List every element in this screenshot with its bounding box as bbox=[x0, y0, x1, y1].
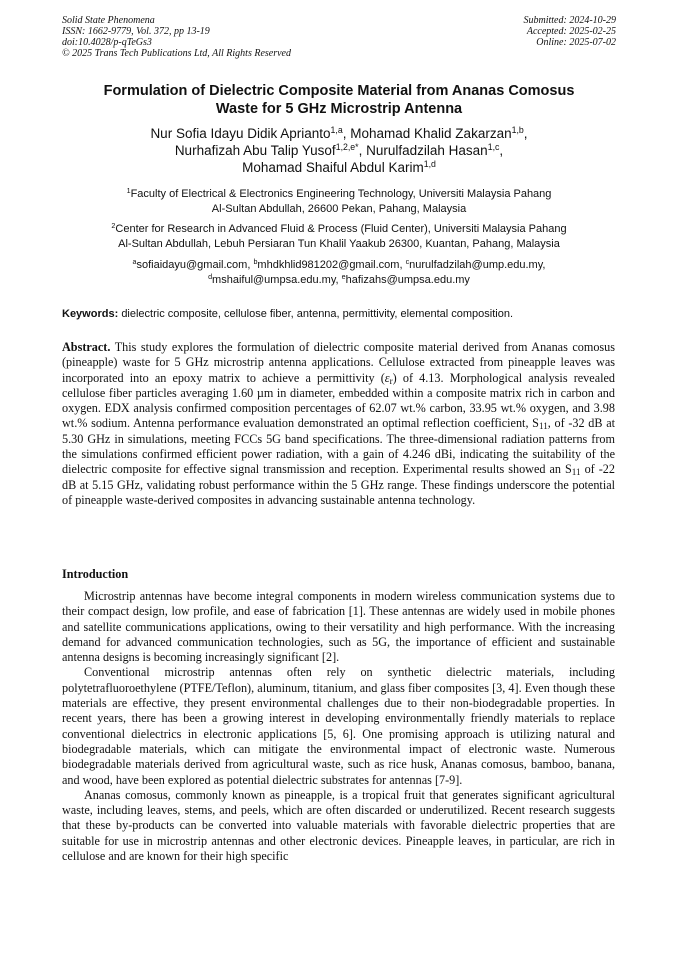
journal-name: Solid State Phenomena bbox=[62, 15, 155, 26]
copyright: © 2025 Trans Tech Publications Ltd, All Rights Reserved bbox=[62, 48, 291, 59]
author-affiliation-mark: 1,a bbox=[330, 125, 343, 136]
paragraph: Microstrip antennas have become integral components in modern wireless communication systems due to their compact design, low profile, and ease of fabrication [1]. These antennas are widely used in mobile phones and satellite communications applications, owing to their versatility and high performance. With the increasing demand for advanced communication technologies, such as 5G, the importance of efficient and sustainable antenna designs is becoming increasingly significant [2]. bbox=[62, 589, 615, 665]
email-mark: d bbox=[208, 272, 213, 281]
online-date: Online: 2025-07-02 bbox=[536, 37, 616, 48]
paragraph: Ananas comosus, commonly known as pineapple, is a tropical fruit that generates significant agricultural waste, including leaves, stems, and peels, which are often discarded or underutilized. Recent research suggests that these by-products can be converted into valuable materials with favorable dielectric properties that are suitable for use in microstrip antennas and other electronic devices. Pineapple leaves, in particular, are rich in cellulose and are known for their high specific bbox=[62, 787, 615, 864]
abstract bbox=[62, 340, 615, 508]
email-mark: b bbox=[253, 258, 258, 267]
affiliation-text: Faculty of Electrical & Electronics Engineering Technology, Universiti Malaysia Pahang bbox=[130, 188, 552, 200]
email-link[interactable]: mshaiful@umpsa.edu.my bbox=[212, 273, 336, 286]
email-link[interactable]: mhdkhlid981202@gmail.com bbox=[257, 259, 400, 271]
author-name: Nurhafizah Abu Talip Yusof bbox=[174, 143, 336, 158]
email-mark: c bbox=[405, 258, 410, 267]
introduction-body bbox=[62, 589, 615, 864]
author-name: Mohamad Shaiful Abdul Karim bbox=[242, 160, 424, 175]
abstract-text: This study explores the formulation of dielectric composite material derived from Ananas comosus (pineapple) waste for 5 GHz microstrip antenna applications. Cellulose extracted from pineapple leaves was incorporated into an epoxy matrix to achieve a permittivity ( bbox=[62, 340, 616, 385]
affiliation-text: Al-Sultan Abdullah, Lebuh Persiaran Tun Khalil Yaakub 26300, Kuantan, Pahang, Malaysia bbox=[118, 237, 560, 250]
email-link[interactable]: nurulfadzilah@ump.edu.my bbox=[409, 259, 543, 271]
email-mark: e bbox=[341, 272, 346, 281]
abstract-text: of -22 dB at 5.15 GHz, validating robust performance within the 5 GHz range. These findings underscore the potential of pineapple waste-derived composites in advancing sustainable antenna technology. bbox=[62, 462, 615, 507]
s11-subscript: 11 bbox=[538, 421, 548, 432]
author-affiliation-mark: 1,c bbox=[487, 142, 500, 153]
author-affiliation-mark: 1,d bbox=[423, 159, 436, 170]
paper-title bbox=[62, 82, 616, 118]
s11-subscript: 11 bbox=[571, 467, 581, 478]
submitted-date: Submitted: 2024-10-29 bbox=[523, 15, 616, 26]
author-affiliation-mark: 1,b bbox=[511, 125, 524, 136]
author-affiliation-mark: 1,2,e* bbox=[335, 142, 359, 153]
keywords-label: Keywords: bbox=[62, 308, 119, 320]
keywords bbox=[62, 307, 616, 321]
abstract-text: , of -32 dB at 5.30 GHz in simulations, meeting FCCs 5G band specifications. The three-dimensional radiation patterns from the simulations confirmed efficient power radiation, with a gain of 4.246 dBi, indicating the suitability of the dielectric composite for effective signal transmission and reception. Experimental results showed an S bbox=[62, 416, 615, 477]
journal-header-left bbox=[62, 15, 291, 59]
journal-header-right bbox=[524, 15, 617, 48]
affiliation-text: Al-Sultan Abdullah, 26600 Pekan, Pahang, Malaysia bbox=[211, 202, 467, 215]
accepted-date: Accepted: 2025-02-25 bbox=[526, 26, 616, 37]
affiliation-2 bbox=[62, 222, 616, 251]
doi: doi:10.4028/p-qTeGs3 bbox=[62, 37, 152, 48]
title-line-1: Formulation of Dielectric Composite Material from Ananas Comosus bbox=[103, 83, 575, 99]
issn: ISSN: 1662-9779, Vol. 372, pp 13-19 bbox=[62, 26, 210, 37]
author-name: Mohamad Khalid Zakarzan bbox=[350, 126, 512, 141]
email-mark: a bbox=[132, 258, 137, 267]
permittivity-symbol: ε bbox=[384, 370, 390, 385]
title-line-2: Waste for 5 GHz Microstrip Antenna bbox=[215, 101, 463, 117]
affiliation-number: 1 bbox=[126, 187, 131, 196]
email-link[interactable]: hafizahs@umpsa.edu.my bbox=[345, 273, 470, 286]
keywords-text: dielectric composite, cellulose fiber, antenna, permittivity, elemental composition. bbox=[121, 308, 514, 320]
section-heading-introduction: Introduction bbox=[62, 567, 129, 581]
email-link[interactable]: sofiaidayu@gmail.com bbox=[136, 259, 248, 271]
affiliation-1 bbox=[62, 187, 616, 216]
permittivity-subscript: r bbox=[389, 375, 393, 386]
author-name: Nurulfadzilah Hasan bbox=[366, 143, 488, 158]
paragraph: Conventional microstrip antennas often rely on synthetic dielectric materials, including polytetrafluoroethylene (PTFE/Teflon), aluminum, titanium, and glass fiber composites [3, 4]. Even though these materials are effective, they present environmental challenges due to their non-biodegradable properties. In recent years, there has been a growing interest in developing environmentally friendly materials to replace conventional dielectrics in electronic applications [5, 6]. One promising approach is utilizing natural and biodegradable materials, which can mitigate the environmental impact of electronic waste. Numerous biodegradable materials derived from agricultural waste, such as rice husk, Ananas comosus, bamboo, banana, and wood, have been explored as potential dielectric substrates for antennas [7-9]. bbox=[62, 665, 615, 787]
author-emails: $^a$sofiaidayu@gmail.com, $^b$mhdkhlid981202@gmail.com, $^c$nurulfadzilah@ump.edu.my, $^d$mshaiful@umpsa.edu.my, $^e$hafizahs@umpsa.edu.my bbox=[132, 258, 546, 286]
abstract-label: Abstract. bbox=[62, 340, 111, 354]
author-name: Nur Sofia Idayu Didik Aprianto bbox=[150, 126, 331, 141]
abstract-text: ) of 4.13. Morphological analysis revealed cellulose fiber particles averaging 1.60 µm in diameter, embedded within a composite matrix rich in carbon and oxygen. EDX analysis confirmed composition percentages of 62.07 wt.% carbon, 33.95 wt.% oxygen, and 3.98 wt.% sodium. Antenna performance evaluation demonstrated an optimal reflection coefficient, S bbox=[62, 370, 615, 431]
affiliation-text: Center for Research in Advanced Fluid & Process (Fluid Center), Universiti Malaysia Pahang bbox=[115, 223, 567, 235]
author-list: Nur Sofia Idayu Didik Aprianto$^{1,a}$, Mohamad Khalid Zakarzan$^{1,b}$, Nurhafizah Abu Talip Yusof$^{1,2,e*}$, Nurulfadzilah Hasan$^{1,c}$, Mohamad Shaiful Abdul Karim$^{1,d}$ bbox=[150, 125, 528, 175]
affiliation-number: 2 bbox=[111, 222, 116, 231]
